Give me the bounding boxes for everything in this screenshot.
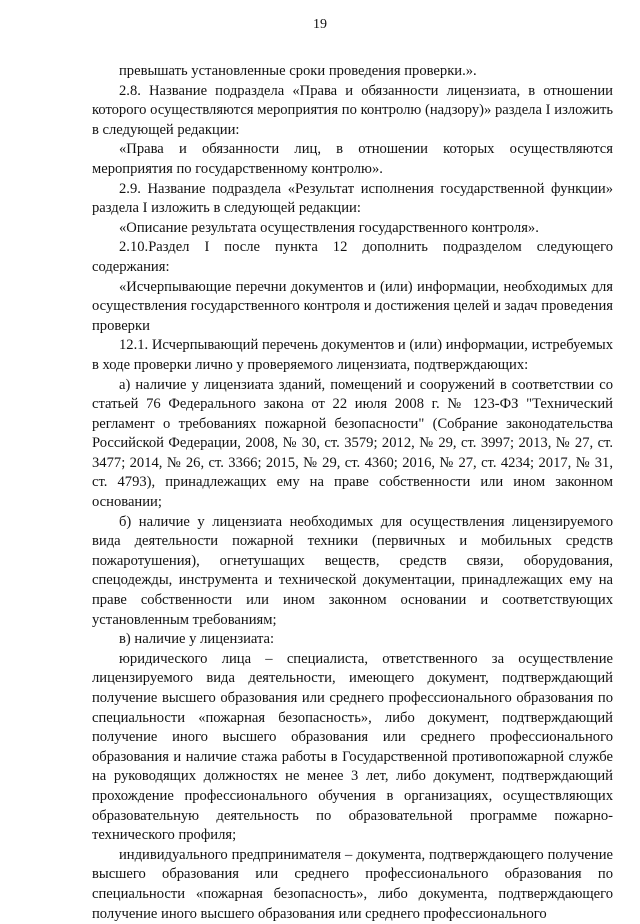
- document-body: [92, 62, 613, 924]
- page-number: 19: [313, 17, 327, 32]
- paragraph-12-1: 12.1. Исчерпывающий перечень документов и (или) информации, истребуемых в ходе проверки лично у проверяемого лицензиата, подтверждающих:: [92, 337, 613, 373]
- paragraph-2-10: 2.10.Раздел I после пункта 12 дополнить подразделом следующего содержания:: [92, 239, 613, 275]
- paragraph-item-v: в) наличие у лицензиата:: [119, 631, 275, 648]
- paragraph-legal-entity: юридического лица – специалиста, ответственного за осуществление лицензируемого вида деятельности, имеющего документ, подтверждающий получение высшего образования или среднего профессионального образования по специальности «пожарная безопасность», либо документ, подтверждающий получение иного высшего образования или среднего профессионального образования и наличие стажа работы в Государственной противопожарной службе на руководящих должностях не менее 3 лет, либо документ, подтверждающий прохождение профессионального обучения в организациях, осуществляющих образовательную деятельность по образовательной программе пожарно-технического профиля;: [92, 650, 613, 844]
- paragraph-2-9-quote: «Описание результата осуществления государственного контроля».: [119, 219, 539, 236]
- paragraph-item-a: а) наличие у лицензиата зданий, помещений и сооружений в соответствии со статьей 76 Федерального закона от 22 июля 2008 г. № 123-ФЗ "Технический регламент о требованиях пожарной безопасности" (Собрание законодательства Российской Федерации, 2008, № 30, ст. 3579; 2012, № 29, ст. 3997; 2013, № 27, ст. 3477; 2014, № 26, ст. 3366; 2015, № 29, ст. 4360; 2016, № 27, ст. 4234; 2017, № 31, ст. 4793), принадлежащих ему на праве собственности или ином законном основании;: [92, 376, 613, 511]
- paragraph-individual-entrepreneur: индивидуального предпринимателя – документа, подтверждающего получение высшего образования или среднего профессионального образования по специальности «пожарная безопасность», либо документа, подтверждающего получение иного высшего образования или среднего профессионального: [92, 846, 613, 922]
- paragraph-2-8: 2.8. Название подраздела «Права и обязанности лицензиата, в отношении которого осуществляются мероприятия по контролю (надзору)» раздела I изложить в следующей редакции:: [92, 82, 613, 138]
- paragraph-2-9: 2.9. Название подраздела «Результат исполнения государственной функции» раздела I изложить в следующей редакции:: [92, 180, 613, 217]
- paragraph-2-8-quote: «Права и обязанности лиц, в отношении которых осуществляются мероприятия по государственному контролю».: [92, 141, 613, 177]
- paragraph-subsection-title: «Исчерпывающие перечни документов и (или) информации, необходимых для осуществления государственного контроля и достижения целей и задач проведения проверки: [92, 278, 613, 334]
- paragraph-continuation: превышать установленные сроки проведения проверки.».: [119, 63, 477, 79]
- paragraph-item-b: б) наличие у лицензиата необходимых для осуществления лицензируемого вида деятельности пожарной техники (первичных и мобильных средств пожаротушения), огнетушащих веществ, средств связи, оборудования, спецодежды, инструмента и технической документации, принадлежащих ему на праве собственности или ином законном основании и соответствующих установленным требованиям;: [92, 513, 613, 628]
